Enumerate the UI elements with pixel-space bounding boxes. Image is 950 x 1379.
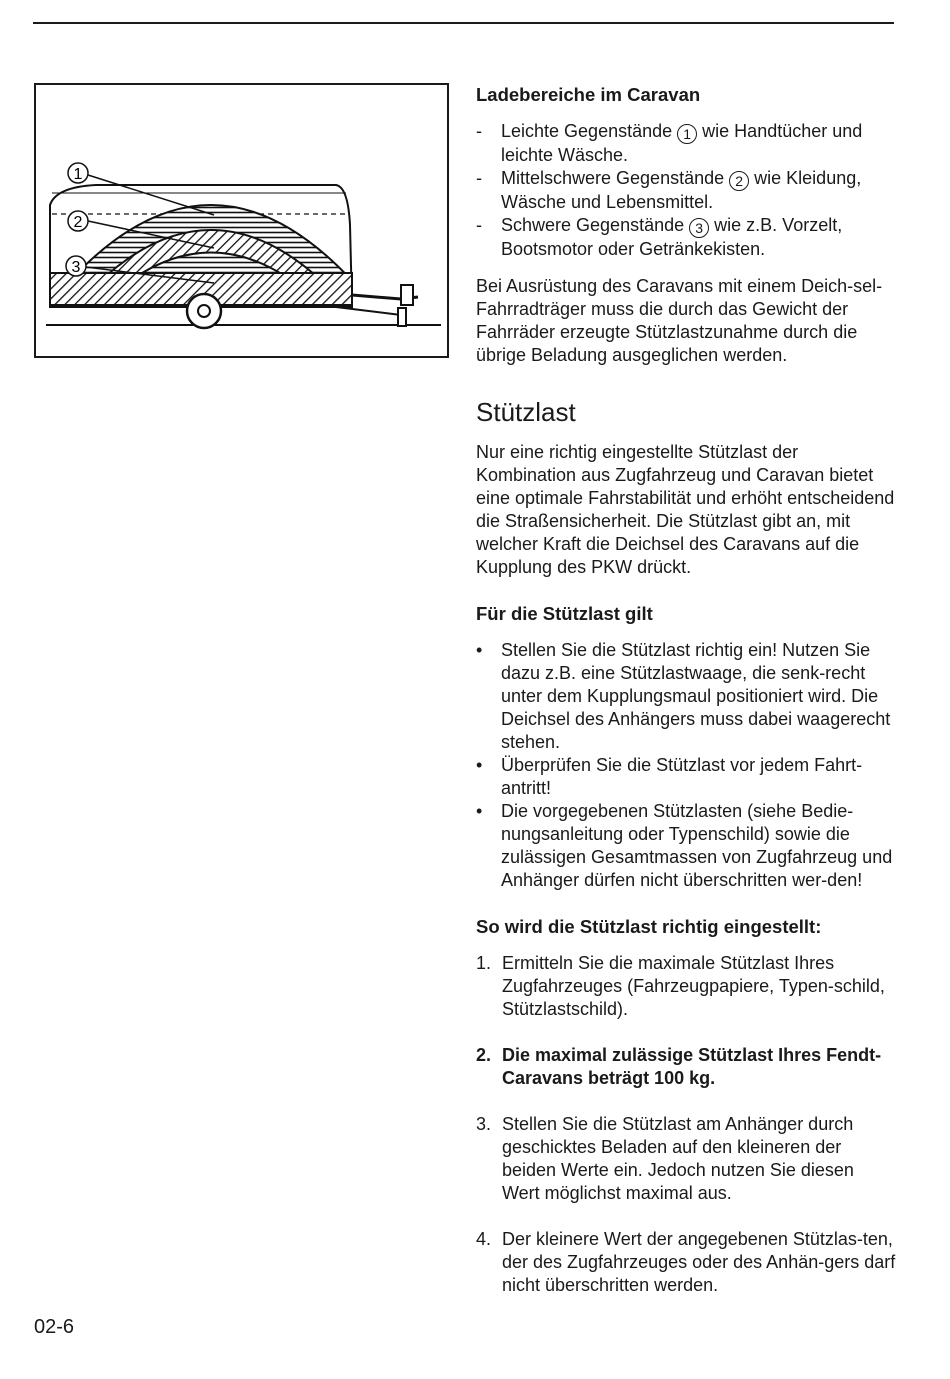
bullet-icon: • <box>476 801 483 821</box>
list-item: • Die vorgegebenen Stützlasten (siehe Bedie-nungsanleitung oder Typenschild) sowie die zulässigen Gesamtmassen von Zugfahrzeug und Anhänger dürfen nicht überschritten wer-den! <box>476 801 893 890</box>
steps-heading: So wird die Stützlast richtig eingestellt: <box>476 916 822 937</box>
list-item: - Mittelschwere Gegenstände 2 wie Kleidung, Wäsche und Lebensmittel. <box>476 168 862 212</box>
step-item: 2. Die maximal zulässige Stützlast Ihres Fendt-Caravans beträgt 100 kg. <box>476 1045 882 1088</box>
rules-heading: Für die Stützlast gilt <box>476 603 653 624</box>
stuetzlast-paragraph: Nur eine richtig eingestellte Stützlast der Kombination aus Zugfahrzeug und Caravan bietet eine optimale Fahrstabilität und erhöht entscheidend die Straßensicherheit. Die Stützlast gibt an, mit welcher Kraft die Deichsel des Caravans auf die Kupplung des PKW drückt. <box>476 442 895 577</box>
page-number: 02-6 <box>34 1316 75 1338</box>
number-circle: 3 <box>689 218 709 238</box>
caravan-loading-figure <box>34 83 449 358</box>
coupling <box>401 285 413 305</box>
step-item: 4. Der kleinere Wert der angegebenen Stützlas-ten, der des Zugfahrzeuges oder des Anhän-gers darf nicht überschritten werden. <box>476 1229 896 1295</box>
section-title-stuetzlast: Stützlast <box>476 397 576 427</box>
bullet-icon: • <box>476 640 483 660</box>
top-rule <box>33 22 894 24</box>
callout-1 <box>68 163 88 183</box>
step-item: 3. Stellen Sie die Stützlast am Anhänger durch geschicktes Beladen auf den kleineren der beiden Werte ein. Jedoch nutzen Sie diesen Wert möglichst maximal aus. <box>476 1114 854 1203</box>
list-item: • Überprüfen Sie die Stützlast vor jedem Fahrt-antritt! <box>476 755 863 798</box>
steps-list <box>476 952 896 1297</box>
caravan-loading-diagram <box>36 85 447 356</box>
svg-text:3: 3 <box>71 259 81 276</box>
list-item: - Schwere Gegenstände 3 wie z.B. Vorzelt, Bootsmotor oder Getränkekisten. <box>476 215 843 259</box>
svg-text:2: 2 <box>73 214 83 231</box>
loading-list <box>476 120 896 261</box>
list-item: - Leichte Gegenstände 1 wie Handtücher und leichte Wäsche. <box>476 121 863 165</box>
right-column <box>476 82 896 1297</box>
step-item: 1. Ermitteln Sie die maximale Stützlast Ihres Zugfahrzeuges (Fahrzeugpapiere, Typen-schild, Stützlastschild). <box>476 953 885 1019</box>
callout-3 <box>66 256 86 276</box>
loading-heading: Ladebereiche im Caravan <box>476 84 701 105</box>
bike-carrier-paragraph: Bei Ausrüstung des Caravans mit einem Deich-sel-Fahrradträger muss die durch das Gewicht der Fahrräder erzeugte Stützlastzunahme durch die übrige Beladung ausgeglichen werden. <box>476 276 883 365</box>
number-circle: 1 <box>677 124 697 144</box>
jockey-wheel <box>398 308 406 326</box>
bullet-icon: • <box>476 755 483 775</box>
list-item: • Stellen Sie die Stützlast richtig ein! Nutzen Sie dazu z.B. eine Stützlastwaage, die senk-recht unter dem Kupplungsmaul positioniert wird. Die Deichsel des Anhängers muss dabei waagerecht stehen. <box>476 640 891 752</box>
svg-text:1: 1 <box>73 166 83 183</box>
number-circle: 2 <box>729 171 749 191</box>
rules-list <box>476 639 896 892</box>
callout-2 <box>68 211 88 231</box>
